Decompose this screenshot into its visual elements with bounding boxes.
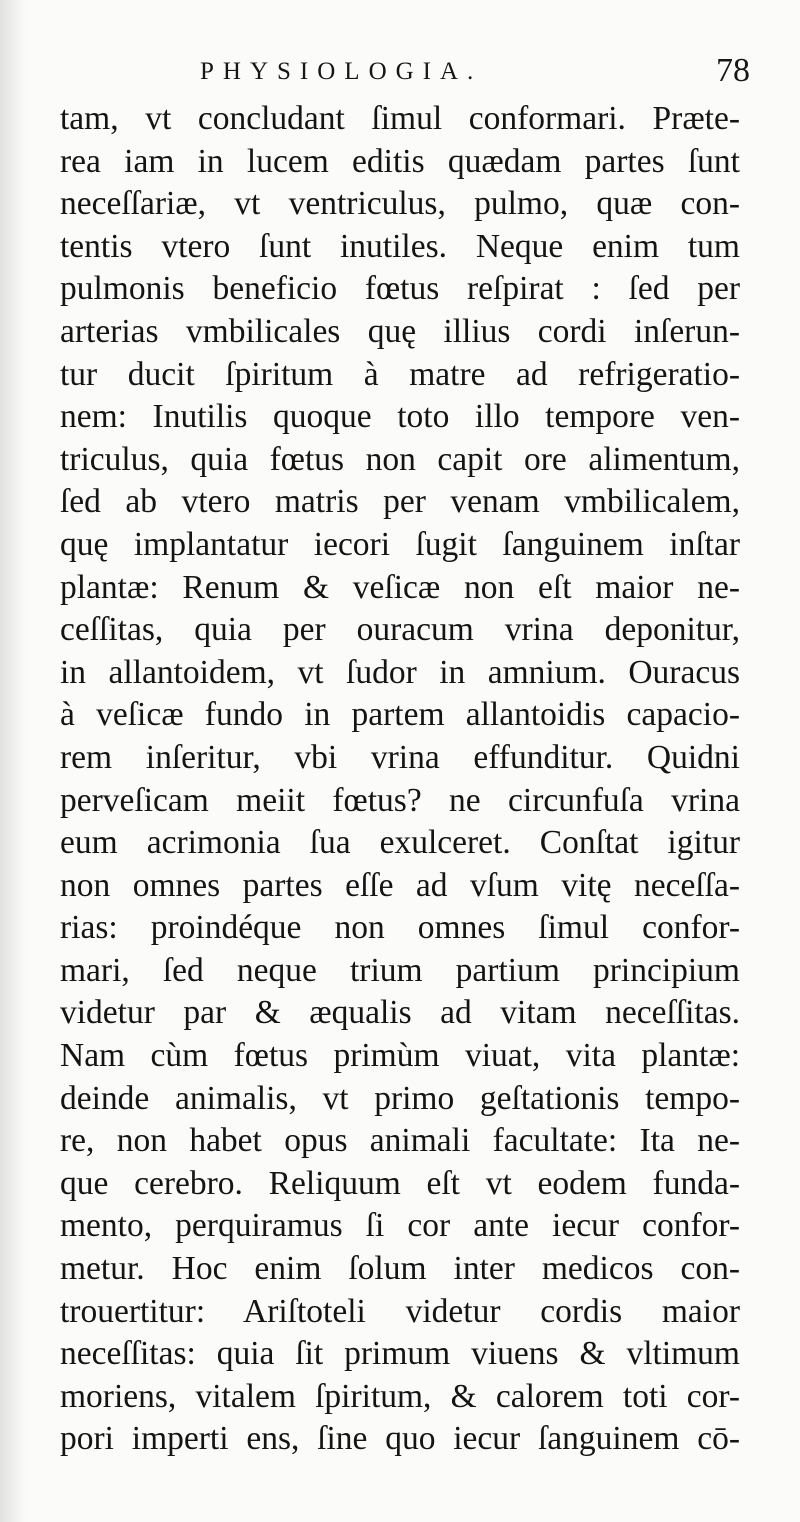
text-line: neceſſariæ, vt ventriculus, pulmo, quæ con- [60,185,740,223]
text-line: videtur par & æqualis ad vitam neceſſitas. [60,994,740,1032]
text-line: ſed ab vtero matris per venam vmbilicalem, [60,483,740,521]
text-line: triculus, quia fœtus non capit ore alimentum, [60,440,740,478]
text-line: Nam cùm fœtus primùm viuat, vita plantæ: [60,1037,740,1075]
running-head: PHYSIOLOGIA. [200,58,483,85]
text-line: pulmonis beneficio fœtus reſpirat : ſed per [60,270,740,308]
page-number: 78 [716,52,750,89]
body-text [60,98,740,1461]
text-line: in allantoidem, vt ſudor in amnium. Ouracus [60,653,740,691]
text-line: à veſicæ fundo in partem allantoidis capacio- [60,696,740,734]
text-line: arterias vmbilicales quę illius cordi inſerun- [60,312,740,350]
page-header [60,52,750,100]
text-line: eum acrimonia ſua exulceret. Conſtat igitur [60,824,740,862]
text-line: mari, ſed neque trium partium principium [60,951,740,989]
text-line: pori imperti ens, ſine quo iecur ſanguinem cō- [60,1420,740,1458]
text-line: rea iam in lucem editis quædam partes ſunt [60,142,740,180]
text-line: tentis vtero ſunt inutiles. Neque enim tum [60,227,740,265]
text-line: rias: proindéque non omnes ſimul confor- [60,909,740,947]
text-line: deinde animalis, vt primo geſtationis tempo- [60,1079,740,1117]
text-line: que cerebro. Reliquum eſt vt eodem funda- [60,1164,740,1202]
text-line: moriens, vitalem ſpiritum, & calorem toti cor- [60,1377,740,1415]
text-line: non omnes partes eſſe ad vſum vitę neceſſa- [60,866,740,904]
text-line: re, non habet opus animali facultate: Ita ne- [60,1122,740,1160]
page-gutter-shadow [0,0,26,1522]
text-line: perveſicam meiit fœtus? ne circunfuſa vrina [60,781,740,819]
text-line: quę implantatur iecori ſugit ſanguinem inſtar [60,525,740,563]
text-line: mento, perquiramus ſi cor ante iecur confor- [60,1207,740,1245]
text-line: nem: Inutilis quoque toto illo tempore ven- [60,398,740,436]
text-line: tur ducit ſpiritum à matre ad refrigeratio- [60,355,740,393]
text-line: ceſſitas, quia per ouracum vrina deponitur, [60,611,740,649]
text-line: tam, vt concludant ſimul conformari. Præte- [60,100,740,137]
text-line: neceſſitas: quia ſit primum viuens & vltimum [60,1335,740,1373]
text-line: metur. Hoc enim ſolum inter medicos con- [60,1250,740,1288]
text-line: plantæ: Renum & veſicæ non eſt maior ne- [60,568,740,606]
text-line: rem inſeritur, vbi vrina effunditur. Quidni [60,738,740,776]
text-line: trouertitur: Ariſtoteli videtur cordis maior [60,1292,740,1330]
